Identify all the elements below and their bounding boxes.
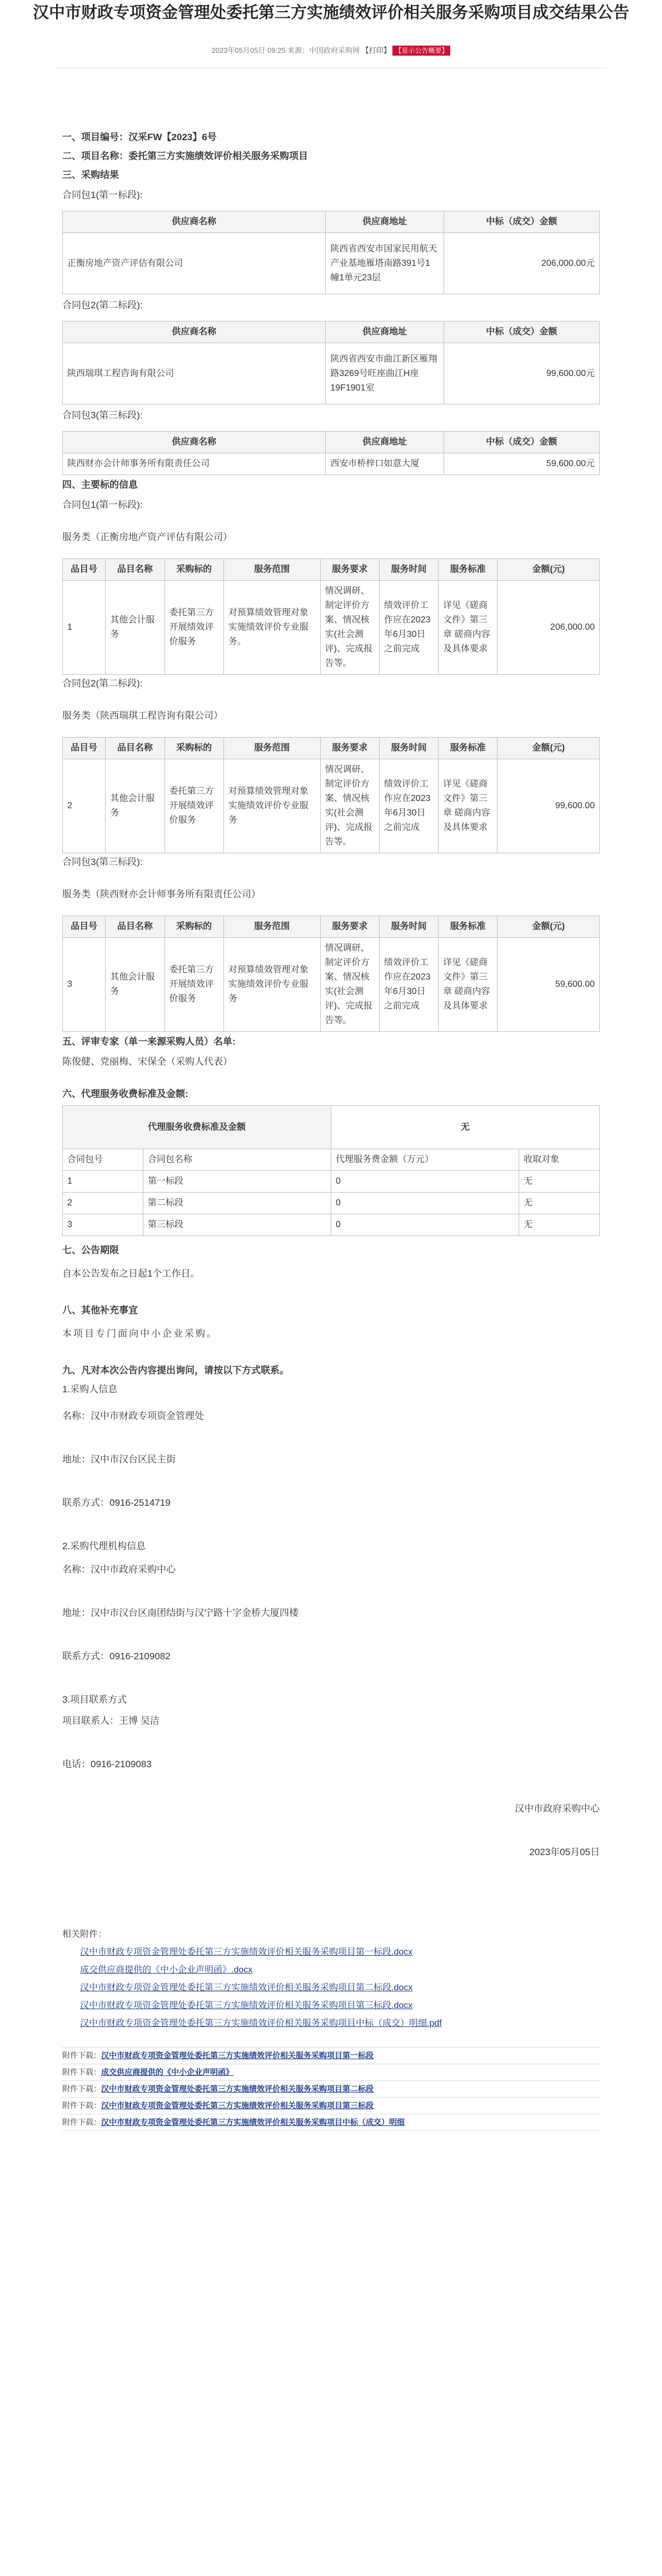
col-supplier: 供应商名称 (63, 211, 326, 233)
attachments-label: 相关附件： (62, 1930, 107, 1939)
section-3: 三、采购结果 (62, 170, 119, 180)
package-2-label: 合同包2(第二标段): (62, 300, 143, 310)
contact-2-heading: 2.采购代理机构信息 (62, 1541, 146, 1551)
result-table-1 (62, 211, 600, 294)
fee-name: 第二标段 (143, 1193, 331, 1214)
item-no: 1 (63, 581, 106, 675)
col-std: 服务标准 (439, 559, 497, 581)
attachment-link[interactable]: 汉中市财政专项资金管理处委托第三方实施绩效评价相关服务采购项目第三标段.docx (80, 2001, 413, 2010)
fee-name: 第三标段 (143, 1214, 331, 1236)
fee-no: 3 (63, 1214, 143, 1236)
fee-amt: 0 (331, 1171, 519, 1193)
item-req: 情况调研、制定评价方案、情况核实(社会测评)、完成报告等。 (320, 759, 379, 853)
download-row (62, 2064, 600, 2081)
col-time: 服务时间 (379, 916, 438, 938)
col-scope: 服务范围 (223, 916, 320, 938)
col-req: 服务要求 (320, 916, 379, 938)
experts: 陈俊健、党丽梅、宋保全（采购人代表） (62, 1056, 232, 1067)
section-5: 五、评审专家（单一来源采购人员）名单: (62, 1036, 236, 1047)
supplementary: 本项目专门面向中小企业采购。 (62, 1328, 218, 1339)
supplier-name: 陕西财亦会计师事务所有限责任公司 (63, 453, 326, 475)
contact-3-heading: 3.项目联系方式 (62, 1694, 127, 1705)
item-time: 绩效评价工作应在2023年6月30日之前完成 (379, 759, 438, 853)
fee-obj: 无 (519, 1193, 600, 1214)
summary-link[interactable]: 【显示公告概要】 (392, 46, 450, 56)
item-std: 详见《磋商文件》第三章 磋商内容及具体要求 (439, 581, 497, 675)
item-target: 委托第三方开展绩效评价服务 (165, 581, 223, 675)
download-row (62, 2098, 600, 2114)
section-4: 四、主要标的信息 (62, 479, 138, 490)
item-amt: 99,600.00 (497, 759, 600, 853)
supplier-name: 正衡房地产资产评估有限公司 (63, 233, 326, 294)
section-8: 八、其他补充事宜 (62, 1305, 138, 1316)
supplier-amount: 206,000.00元 (444, 233, 599, 294)
section-9: 九、凡对本次公告内容提出询问，请按以下方式联系。 (62, 1365, 289, 1376)
fee-no: 1 (63, 1171, 143, 1193)
item-target: 委托第三方开展绩效评价服务 (165, 759, 223, 853)
item-amt: 206,000.00 (497, 581, 600, 675)
item-package-2-label: 合同包2(第二标段): (62, 678, 143, 689)
supplier-name: 陕西瑞琪工程咨询有限公司 (63, 343, 326, 404)
service-1-label: 服务类（正衡房地产资产评估有限公司） (62, 532, 232, 542)
col-req: 服务要求 (320, 738, 379, 759)
col-std: 服务标准 (439, 738, 497, 759)
fee-obj: 无 (519, 1171, 600, 1193)
item-time: 绩效评价工作应在2023年6月30日之前完成 (379, 581, 438, 675)
supplier-amount: 59,600.00元 (444, 453, 599, 475)
fee-table (62, 1105, 600, 1236)
attachment-link[interactable]: 成交供应商提供的《中小企业声明函》.docx (80, 1965, 253, 1975)
item-std: 详见《磋商文件》第三章 磋商内容及具体要求 (439, 938, 497, 1032)
download-label: 附件下载： (62, 2068, 101, 2076)
section-7: 七、公告期限 (62, 1245, 119, 1255)
item-time: 绩效评价工作应在2023年6月30日之前完成 (379, 938, 438, 1032)
supplier-amount: 99,600.00元 (444, 343, 599, 404)
item-req: 情况调研、制定评价方案、情况核实(社会测评)、完成报告等。 (320, 581, 379, 675)
attachment-link[interactable]: 汉中市财政专项资金管理处委托第三方实施绩效评价相关服务采购项目中标（成交）明细.pdf (80, 2019, 442, 2028)
signature-org: 汉中市政府采购中心 (515, 1803, 600, 1814)
col-item-cat: 品目名称 (106, 738, 165, 759)
col-supplier: 供应商名称 (63, 322, 326, 343)
item-std: 详见《磋商文件》第三章 磋商内容及具体要求 (439, 759, 497, 853)
contact-2-name: 名称：汉中市政府采购中心 (62, 1564, 176, 1575)
contact-1-heading: 1.采购人信息 (62, 1384, 118, 1395)
download-label: 附件下载： (62, 2051, 101, 2060)
download-label: 附件下载： (62, 2101, 101, 2110)
col-amt: 金额(元) (497, 738, 600, 759)
attachment-link[interactable]: 汉中市财政专项资金管理处委托第三方实施绩效评价相关服务采购项目第二标段.docx (80, 1983, 413, 1992)
item-table-2 (62, 737, 600, 853)
download-link[interactable]: 汉中市财政专项资金管理处委托第三方实施绩效评价相关服务采购项目第三标段 (101, 2101, 374, 2110)
service-2-label: 服务类（陕西瑞琪工程咨询有限公司） (62, 710, 223, 721)
col-amount: 中标（成交）金额 (444, 211, 599, 233)
fee-no: 2 (63, 1193, 143, 1214)
col-item-cat: 品目名称 (106, 559, 165, 581)
contact-1-name: 名称：汉中市财政专项资金管理处 (62, 1411, 204, 1421)
contact-1-phone: 联系方式：0916-2514719 (62, 1497, 171, 1508)
item-table-3 (62, 916, 600, 1032)
contact-3-phone: 电话：0916-2109083 (62, 1759, 152, 1769)
package-3-label: 合同包3(第三标段): (62, 410, 143, 421)
result-table-3 (62, 431, 600, 475)
col-amt: 金额(元) (497, 916, 600, 938)
col-amount: 中标（成交）金额 (444, 322, 599, 343)
item-scope: 对预算绩效管理对象实施绩效评价专业服务。 (223, 581, 320, 675)
item-cat: 其他会计服务 (106, 759, 165, 853)
col-address: 供应商地址 (326, 432, 444, 453)
download-row (62, 2114, 600, 2131)
col-target: 采购标的 (165, 916, 223, 938)
item-scope: 对预算绩效管理对象实施绩效评价专业服务 (223, 938, 320, 1032)
col-amount: 中标（成交）金额 (444, 432, 599, 453)
item-amt: 59,600.00 (497, 938, 600, 1032)
item-package-3-label: 合同包3(第三标段): (62, 857, 143, 867)
item-target: 委托第三方开展绩效评价服务 (165, 938, 223, 1032)
package-1-label: 合同包1(第一标段): (62, 190, 143, 200)
service-3-label: 服务类（陕西财亦会计师事务所有限责任公司） (62, 889, 261, 899)
contact-2-phone: 联系方式：0916-2109082 (62, 1651, 171, 1662)
contact-3-person: 项目联系人：王博 吴洁 (62, 1715, 160, 1726)
article-body (0, 130, 662, 1860)
supplier-address: 陕西省西安市国家民用航天产业基地雁塔南路391号1幢1单元23层 (326, 233, 444, 294)
col-time: 服务时间 (379, 559, 438, 581)
supplier-address: 陕西省西安市曲江新区雁翔路3269号旺座曲江H座19F1901室 (326, 343, 444, 404)
col-scope: 服务范围 (223, 559, 320, 581)
fee-col: 合同包名称 (143, 1149, 331, 1171)
col-amt: 金额(元) (497, 559, 600, 581)
fee-head-right: 无 (331, 1106, 599, 1149)
col-address: 供应商地址 (326, 211, 444, 233)
section-1: 一、项目编号：汉采FW【2023】6号 (62, 132, 217, 142)
col-item-no: 品目号 (63, 738, 106, 759)
publish-date: 2023年05月05日 09:25 (211, 46, 286, 55)
col-std: 服务标准 (439, 916, 497, 938)
download-row (62, 2081, 600, 2098)
contact-2-address: 地址：汉中市汉台区南团结街与汉宁路十字金桥大厦四楼 (62, 1608, 298, 1618)
section-6: 六、代理服务收费标准及金额: (62, 1089, 188, 1099)
download-link[interactable]: 汉中市财政专项资金管理处委托第三方实施绩效评价相关服务采购项目第一标段 (101, 2051, 374, 2060)
signature-date: 2023年05月05日 (529, 1847, 600, 1857)
item-no: 3 (63, 938, 106, 1032)
attachment-link[interactable]: 汉中市财政专项资金管理处委托第三方实施绩效评价相关服务采购项目第一标段.docx (80, 1947, 413, 1957)
download-link[interactable]: 汉中市财政专项资金管理处委托第三方实施绩效评价相关服务采购项目中标（成交）明细 (101, 2118, 405, 2127)
fee-obj: 无 (519, 1214, 600, 1236)
item-scope: 对预算绩效管理对象实施绩效评价专业服务 (223, 759, 320, 853)
attachments (0, 1926, 662, 2033)
download-row (62, 2048, 600, 2064)
col-supplier: 供应商名称 (63, 432, 326, 453)
supplier-address: 西安市桥梓口如意大厦 (326, 453, 444, 475)
item-cat: 其他会计服务 (106, 581, 165, 675)
item-package-1-label: 合同包1(第一标段): (62, 500, 143, 510)
section-2: 二、项目名称：委托第三方实施绩效评价相关服务采购项目 (62, 151, 308, 161)
col-address: 供应商地址 (326, 322, 444, 343)
col-time: 服务时间 (379, 738, 438, 759)
col-item-no: 品目号 (63, 916, 106, 938)
download-link[interactable]: 汉中市财政专项资金管理处委托第三方实施绩效评价相关服务采购项目第二标段 (101, 2084, 374, 2093)
col-scope: 服务范围 (223, 738, 320, 759)
contact-1-address: 地址：汉中市汉台区民主街 (62, 1454, 176, 1465)
download-list (62, 2047, 600, 2131)
download-link[interactable]: 成交供应商提供的《中小企业声明函》 (101, 2068, 233, 2076)
result-table-2 (62, 321, 600, 404)
col-target: 采购标的 (165, 559, 223, 581)
meta-line (0, 45, 662, 56)
fee-name: 第一标段 (143, 1171, 331, 1193)
source: 来源：中国政府采购网 (287, 46, 360, 55)
col-item-no: 品目号 (63, 559, 106, 581)
col-target: 采购标的 (165, 738, 223, 759)
download-label: 附件下载： (62, 2084, 101, 2093)
fee-amt: 0 (331, 1214, 519, 1236)
fee-amt: 0 (331, 1193, 519, 1214)
fee-col: 合同包号 (63, 1149, 143, 1171)
page-title: 汉中市财政专项资金管理处委托第三方实施绩效评价相关服务采购项目成交结果公告 (32, 4, 629, 22)
item-req: 情况调研、制定评价方案、情况核实(社会测评)、完成报告等。 (320, 938, 379, 1032)
item-cat: 其他会计服务 (106, 938, 165, 1032)
col-req: 服务要求 (320, 559, 379, 581)
fee-col: 代理服务费金额（万元） (331, 1149, 519, 1171)
fee-col: 收取对象 (519, 1149, 600, 1171)
notice-period: 自本公告发布之日起1个工作日。 (62, 1268, 200, 1279)
item-table-1 (62, 558, 600, 675)
item-no: 2 (63, 759, 106, 853)
print-link[interactable]: 【打印】 (361, 46, 391, 55)
col-item-cat: 品目名称 (106, 916, 165, 938)
download-label: 附件下载： (62, 2118, 101, 2127)
fee-head-left: 代理服务收费标准及金额 (63, 1106, 331, 1149)
